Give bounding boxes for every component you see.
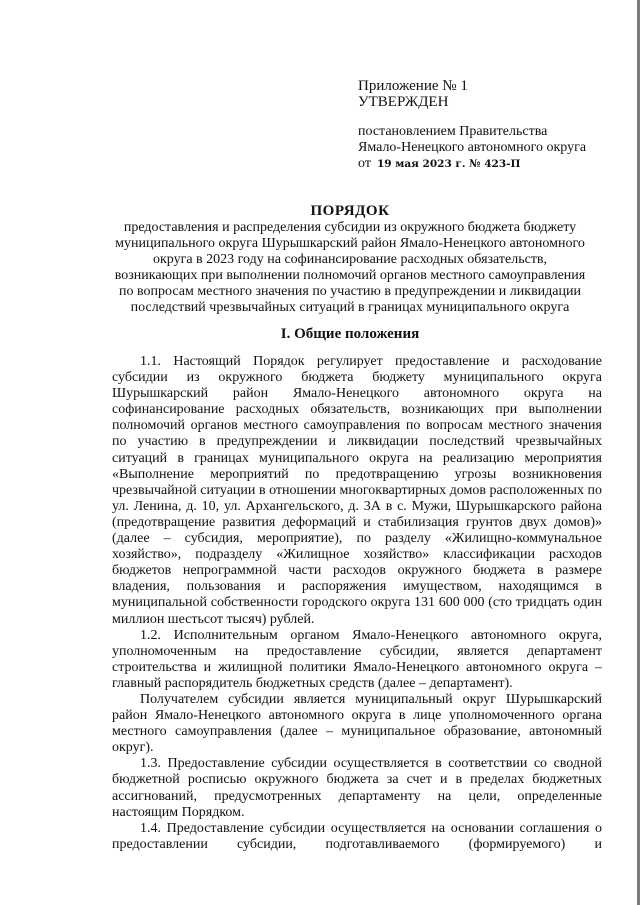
section-title: I. Общие положения — [280, 326, 420, 342]
subtitle-line: возникающих при выполнении полномочий органов местного самоуправления — [114, 268, 586, 283]
paragraph-recipient: Получателем субсидии является муниципальный округ Шурышкарский район Ямало-Ненецкого автономного округа в лице уполномоченного органа местного самоуправления (далее – муниципальное образование, автономный округ). — [112, 691, 602, 756]
paragraph-1-2: 1.2. Исполнительным органом Ямало-Ненецкого автономного округа, уполномоченным на предоставление субсидии, является департамент строительства и жилищной политики Ямало-Ненецкого автономного округа – главный распорядитель бюджетных средств (далее – департамент). — [112, 627, 602, 691]
document-subtitle — [98, 220, 602, 316]
decree-line-1: постановлением Правительства — [358, 124, 548, 139]
approved-label: УТВЕРЖДЕН — [358, 94, 449, 110]
decree-date-row — [358, 156, 618, 172]
paragraph-1-3: 1.3. Предоставление субсидии осуществляется в соответствии со сводной бюджетной росписью окружного бюджета за счет и в пределах бюджетных ассигнований, предусмотренных департаменту на цели, определенные настоящим Порядком. — [112, 756, 602, 820]
decree-date-number: 19 мая 2023 г. № 423-П — [376, 158, 521, 170]
paragraph-1-4: 1.4. Предоставление субсидии осуществляется на основании соглашения о предоставлении субсидии, подготавливаемого (формируемого) и — [112, 820, 602, 852]
approval-block — [358, 78, 618, 172]
subtitle-line: предоставления и распределения субсидии из окружного бюджета бюджету — [123, 220, 577, 235]
decree-line-2: Ямало-Ненецкого автономного округа — [358, 140, 587, 155]
section-body — [112, 354, 602, 853]
subtitle-line: муниципального округа Шурышкарский район Ямало-Ненецкого автономного — [115, 236, 585, 251]
subtitle-line: последствий чрезвычайных ситуаций в границах муниципального округа — [130, 300, 570, 315]
subtitle-line: округа в 2023 году на софинансирование расходных обязательств, — [152, 252, 548, 267]
appendix-label: Приложение № 1 — [358, 78, 468, 94]
subtitle-line: по вопросам местного значения по участию в предупреждении и ликвидации — [119, 284, 581, 299]
paragraph-1-1: 1.1. Настоящий Порядок регулирует предоставление и расходование субсидии из окружного бюджета бюджету муниципального округа Шурышкарский район Ямало-Ненецкого автономного округа на софинансирование расходных обязательств, возникающих при выполнении полномочий органов местного самоуправления по вопросам местного значения по участию в предупреждении и ликвидации последствий чрезвычайных ситуаций в границах муниципального округа на реализацию мероприятия «Выполнение мероприятий по предотвращению угрозы возникновения чрезвычайной ситуации в отношении многоквартирных домов расположенных по ул. Ленина, д. 10, ул. Архангельского, д. 3А в с. Мужи, Шурышкарского района (предотвращение развития деформаций и стабилизация грунтов двух домов)» (далее – субсидия, мероприятие), по разделу «Жилищно-коммунальное хозяйство», подразделу «Жилищное хозяйство» классификации расходов бюджетов непрограммной части расходов окружного бюджета в размере владения, пользования и распоряжения имуществом, находящимся в муниципальной собственности городского округа 131 600 000 (сто тридцать один миллион шестьсот тысяч) рублей. — [112, 354, 602, 627]
approval-spacer — [358, 110, 618, 124]
document-title: ПОРЯДОК — [310, 203, 390, 219]
date-prefix: от — [358, 156, 371, 171]
